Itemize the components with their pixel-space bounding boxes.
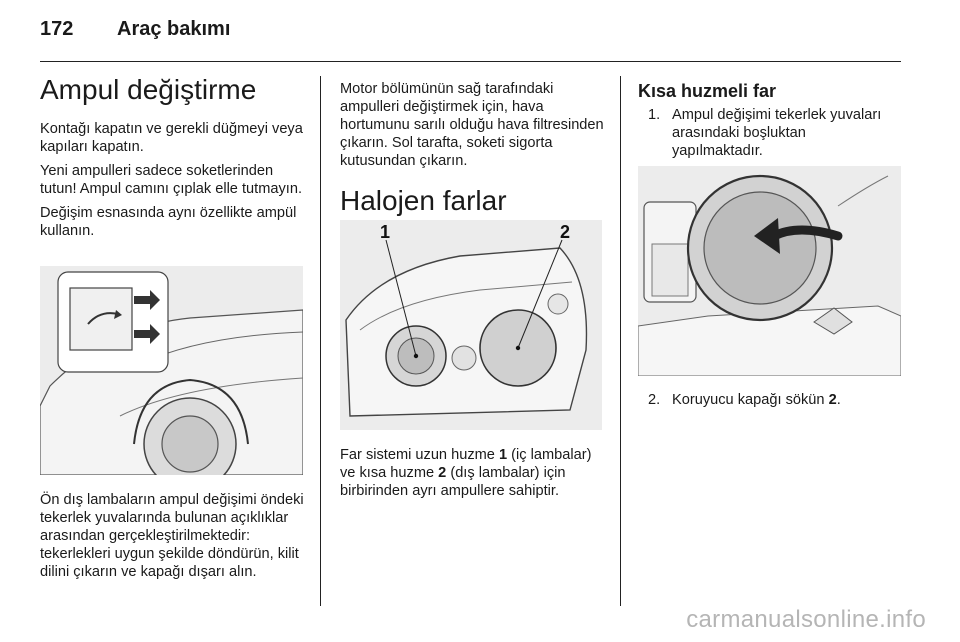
column-3-steps-top — [648, 106, 900, 160]
column-2-intro — [340, 80, 606, 176]
column-divider-2 — [620, 76, 621, 606]
paragraph: Yeni ampulleri sadece soketlerinden tutun! Ampul camını çıplak elle tutmayın. — [40, 163, 303, 197]
section-heading-bulb-change: Ampul değiştirme — [40, 74, 257, 105]
paragraph: Ön dış lambaların ampul değişimi öndeki tekerlek yuvalarında bulunan açıklıklar arasından gerçekleştirilmektedir: tekerlekleri uygun şekilde döndürün, kilit dilini çıkarın ve kapağı dışarı alın. — [40, 492, 304, 580]
paragraph: Motor bölümünün sağ tarafındaki ampulleri değiştirmek için, hava hortumunu sarılı olduğu hava filtresinden çıkarın. Sol tarafta, soketi sigorta kutusundan çıkarın. — [340, 81, 604, 169]
column-1-intro — [40, 120, 306, 246]
low-beam-cover-illustration — [638, 166, 901, 376]
subheading-low-beam: Kısa huzmeli far — [638, 81, 777, 101]
step-2: 2. Koruyucu kapağı sökün 2. — [648, 392, 841, 408]
step-number: 2. — [648, 392, 661, 408]
column-3-steps-bottom — [648, 391, 900, 409]
header-rule — [40, 61, 901, 62]
paragraph: Far sistemi uzun huzme 1 (iç lambalar) ve kısa huzme 2 (dış lambalar) için birbirinden ayrı ampullere sahiptir. — [340, 447, 592, 499]
step-number: 1. — [648, 107, 661, 123]
step-1: 1. Ampul değişimi tekerlek yuvaları arasındaki boşluktan yapılmaktadır. — [648, 107, 882, 159]
paragraph: Kontağı kapatın ve gerekli düğmeyi veya kapıları kapatın. — [40, 121, 303, 155]
callout-1: 1 — [380, 222, 391, 242]
watermark: carmanualsonline.info — [686, 606, 926, 633]
wheel-arch-illustration — [40, 266, 303, 475]
section-heading-halogen: Halojen farlar — [340, 185, 507, 216]
headlamp-illustration — [340, 220, 602, 430]
column-1-after-figure — [40, 491, 308, 587]
paragraph: Değişim esnasında aynı özellikte ampül kullanın. — [40, 205, 297, 239]
callout-2: 2 — [560, 222, 571, 242]
page-title: Araç bakımı — [117, 18, 231, 40]
column-2-description — [340, 446, 606, 506]
page-number: 172 — [40, 18, 74, 40]
column-divider-1 — [320, 76, 321, 606]
